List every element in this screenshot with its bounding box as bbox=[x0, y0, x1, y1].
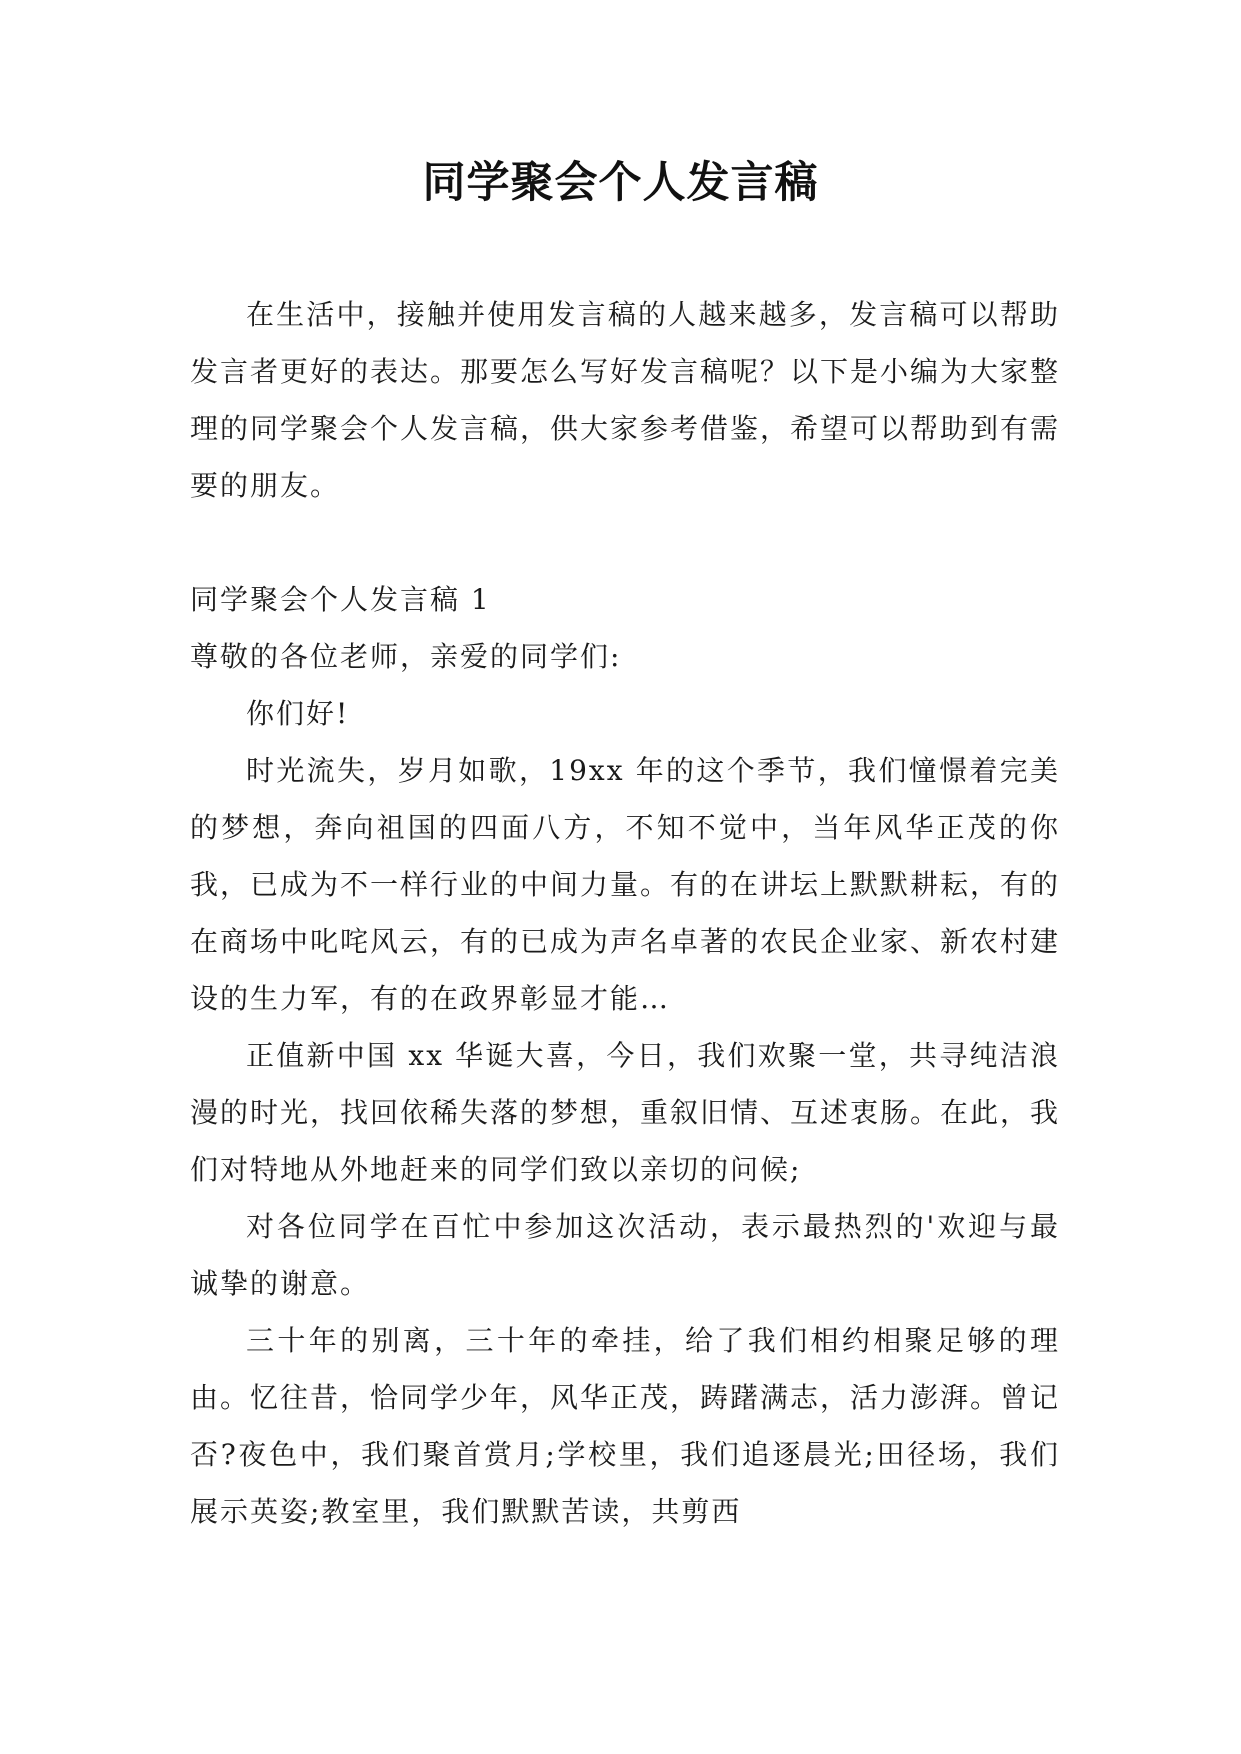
document-title: 同学聚会个人发言稿 bbox=[422, 158, 819, 208]
body-paragraph: 正值新中国 xx 华诞大喜，今日，我们欢聚一堂，共寻纯洁浪漫的时光，找回依稀失落的梦想，重叙旧情、互述衷肠。在此，我们对特地从外地赶来的同学们致以亲切的问候; bbox=[190, 1039, 1061, 1186]
intro-paragraph: 在生活中，接触并使用发言稿的人越来越多，发言稿可以帮助发言者更好的表达。那要怎么写好发言稿呢？以下是小编为大家整理的同学聚会个人发言稿，供大家参考借鉴，希望可以帮助到有需要的朋友。 bbox=[190, 298, 1061, 502]
salutation: 尊敬的各位老师，亲爱的同学们: bbox=[190, 640, 622, 673]
body-paragraph: 时光流失，岁月如歌，19xx 年的这个季节，我们憧憬着完美的梦想，奔向祖国的四面八方，不知不觉中，当年风华正茂的你我，已成为不一样行业的中间力量。有的在讲坛上默默耕耘，有的在商场中叱咤风云，有的已成为声名卓著的农民企业家、新农村建设的生力军，有的在政界彰显才能… bbox=[190, 754, 1061, 1015]
section-heading: 同学聚会个人发言稿 1 bbox=[190, 583, 491, 616]
body-paragraph: 你们好! bbox=[246, 697, 350, 730]
paragraph-spacer bbox=[190, 514, 1060, 571]
document-body bbox=[190, 286, 1060, 1540]
body-paragraph: 对各位同学在百忙中参加这次活动，表示最热烈的'欢迎与最诚挚的谢意。 bbox=[190, 1210, 1060, 1300]
body-paragraph: 三十年的别离，三十年的牵挂，给了我们相约相聚足够的理由。忆往昔，恰同学少年，风华正茂，踌躇满志，活力澎湃。曾记否?夜色中，我们聚首赏月;学校里，我们追逐晨光;田径场，我们展示英姿;教室里，我们默默苦读，共剪西 bbox=[190, 1324, 1061, 1528]
